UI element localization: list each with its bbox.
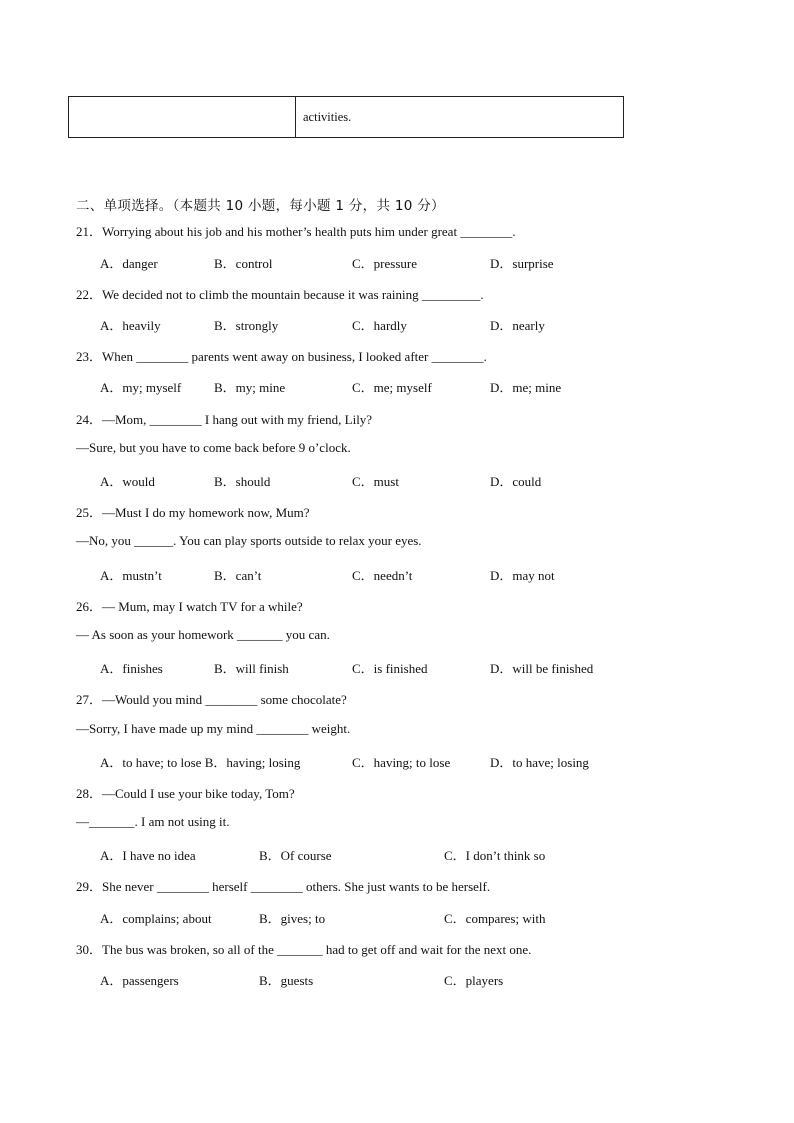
question-stem: 21．Worrying about his job and his mother’s health puts him under great ________. [76,224,516,239]
answer-option: C．having; to lose [352,755,451,770]
answer-option: C．hardly [352,318,407,333]
answer-table-row [68,96,624,138]
question-dialogue-line: —Sure, but you have to come back before 9 o’clock. [76,440,351,455]
question-stem: 28．—Could I use your bike today, Tom? [76,786,295,801]
answer-option: B．strongly [214,318,279,333]
answer-option: D．to have; losing [490,755,589,770]
answer-option: A．passengers [100,973,179,988]
answer-option: A．complains; about [100,911,212,926]
answer-option: C．I don’t think so [444,848,546,863]
question-stem: 25．—Must I do my homework now, Mum? [76,505,310,520]
question-stem: 27．—Would you mind ________ some chocolate? [76,692,347,707]
question-stem: 23．When ________ parents went away on business, I looked after ________. [76,349,487,364]
answer-option: D．surprise [490,256,554,271]
answer-option: B．guests [259,973,314,988]
table-cell-text: activities. [303,109,352,124]
question-dialogue-line: — As soon as your homework _______ you can. [76,627,330,642]
answer-option: D．nearly [490,318,545,333]
question-stem: 30．The bus was broken, so all of the _______ had to get off and wait for the next one. [76,942,532,957]
answer-option: B．my; mine [214,380,286,395]
answer-option: D．may not [490,568,555,583]
answer-option: B．control [214,256,273,271]
section-title: 二、单项选择。（本题共 10 小题，每小题 1 分，共 10 分） [76,198,445,214]
question-stem: 24．—Mom, ________ I hang out with my friend, Lily? [76,412,373,427]
answer-option: A．mustn’t [100,568,162,583]
question-stem: 22．We decided not to climb the mountain because it was raining _________. [76,287,484,302]
answer-option: A．to have; to lose B．having; losing [100,755,301,770]
answer-option: C．compares; with [444,911,546,926]
question-dialogue-line: —Sorry, I have made up my mind ________ weight. [76,721,351,736]
answer-option: D．could [490,474,542,489]
answer-option: A．danger [100,256,158,271]
question-stem: 29．She never ________ herself ________ others. She just wants to be herself. [76,879,491,894]
question-dialogue-line: —_______. I am not using it. [76,814,230,829]
answer-option: A．finishes [100,661,163,676]
answer-option: B．can’t [214,568,262,583]
answer-option: B．gives; to [259,911,326,926]
answer-option: C．must [352,474,399,489]
answer-option: B．should [214,474,271,489]
answer-option: A．heavily [100,318,161,333]
answer-option: C．pressure [352,256,417,271]
answer-option: C．is finished [352,661,428,676]
answer-option: C．me; myself [352,380,432,395]
answer-option: A．I have no idea [100,848,196,863]
question-dialogue-line: —No, you ______. You can play sports outside to relax your eyes. [76,533,422,548]
answer-option: B．Of course [259,848,332,863]
question-stem: 26．— Mum, may I watch TV for a while? [76,599,303,614]
answer-option: C．needn’t [352,568,413,583]
answer-option: A．my; myself [100,380,182,395]
answer-option: C．players [444,973,504,988]
answer-option: D．me; mine [490,380,562,395]
answer-option: B．will finish [214,661,289,676]
answer-option: D．will be finished [490,661,594,676]
answer-option: A．would [100,474,155,489]
table-cell-empty [69,97,296,137]
